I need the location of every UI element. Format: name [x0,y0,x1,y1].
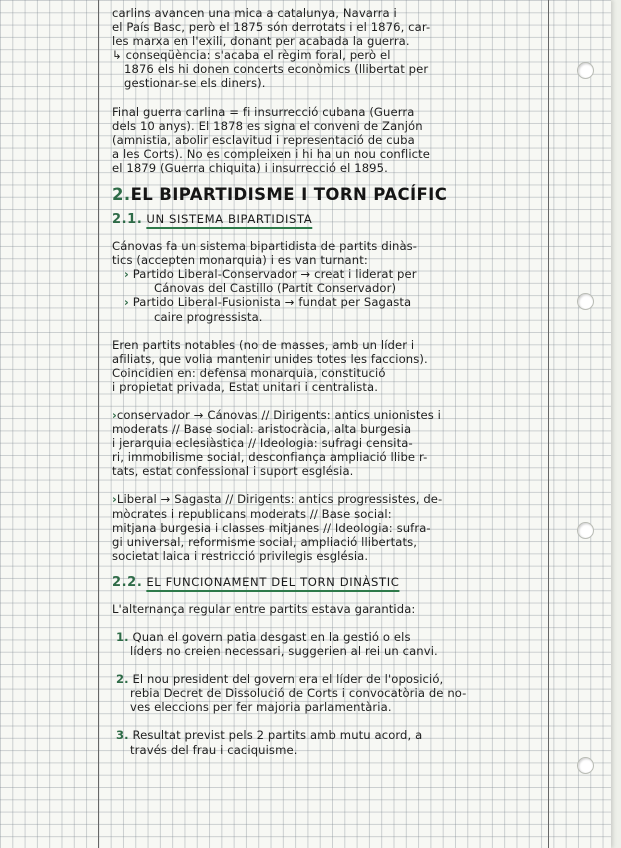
text-line: moderats // Base social: aristocràcia, alta burgesia [112,422,412,437]
numbered-item-continuation: través del frau i caciquisme. [130,742,298,757]
paragraph-cuba [112,105,542,175]
arrow-bullet: › [124,295,129,310]
item-number: 2. [116,672,129,687]
text-line: dels 10 anys). El 1878 es signa el conveni de Zanjón [112,118,423,133]
left-margin-line [98,0,99,848]
torn-intro: L'alternança regular entre partits estava garantida: [112,601,416,616]
section-title: EL BIPARTIDISME I TORN PACÍFIC [130,185,448,205]
text-line: ›Liberal → Sagasta // Dirigents: antics progressistes, de- [112,492,443,507]
party-list [112,267,542,323]
text-line: mòcrates i republicans moderats // Base social: [112,506,392,521]
paragraph-carlist-war [112,6,542,91]
text-line: Cánovas fa un sistema bipartidista de partits dinàs- [112,239,418,254]
text-line: gestionar-se els diners). [124,76,266,91]
text-line: ri, immobilisme social, desconfiança ampliació llibe r- [112,450,428,465]
text-line: gi universal, reformisme social, ampliació llibertats, [112,534,418,549]
text-line: tics (accepten monarquia) i es van turnant: [112,253,368,268]
subsection-heading-1 [112,212,542,227]
numbered-list [112,630,542,757]
text-line: carlins avancen una mica a catalunya, Navarra i [112,6,397,20]
text-line: i jerarquia eclesiàstica // Ideologia: sufragi censita- [112,436,413,451]
text-line: ›conservador → Cánovas // Dirigents: antics unionistes i [112,407,441,422]
text-line: Final guerra carlina = fi insurrecció cubana (Guerra [112,104,415,119]
numbered-item-continuation: ves eleccions per fer majoria parlamentària. [130,700,392,715]
text-line: ↳ conseqüència: s'acaba el règim foral, però el [112,48,391,63]
text-line: el País Basc, però el 1875 són derrotats i el 1876, car- [112,20,431,35]
punch-hole [577,62,594,79]
section-number: 2. [112,185,131,205]
text-line: Coincidien en: defensa monarquia, constitució [112,365,386,380]
list-item-continuation: caire progressista. [154,309,263,324]
bipartidisme-intro [112,239,542,267]
numbered-item: 3. Resultat previst pels 2 partits amb mutu acord, a [116,728,423,743]
section-heading [112,185,542,204]
text-line: mitjana burgesia i classes mitjanes // Ideologia: sufra- [112,520,431,535]
handwritten-notes [112,6,542,757]
right-margin-line [548,0,549,848]
numbered-item-continuation: rebia Decret de Dissolució de Corts i convocatòria de no- [130,686,467,701]
subsection-heading-2 [112,575,542,590]
arrow-bullet: › [124,267,129,282]
numbered-item: 1. Quan el govern patia desgast en la gestió o els [116,630,411,644]
subsection-title: EL FUNCIONAMENT DEL TORN DINÀSTIC [146,574,400,589]
subsection-title: UN SISTEMA BIPARTIDISTA [146,212,313,227]
list-item: › Partido Liberal-Conservador → creat i liderat per [124,267,417,282]
notables-paragraph [112,338,542,394]
text-line: (amnistia, abolir esclavitud i representació de cuba [112,132,415,147]
item-number: 3. [116,728,129,743]
subsection-number: 2.2. [112,574,143,590]
punch-hole [577,757,594,774]
arrow-bullet: › [112,492,117,507]
text-line: les marxa en l'exili, donant per acabada la guerra. [112,34,410,49]
conservador-paragraph [112,408,542,478]
subsection-number: 2.1. [112,212,143,228]
list-item-continuation: Cánovas del Castillo (Partit Conservador) [154,281,397,296]
numbered-item: 2. El nou president del govern era el líder de l'oposició, [116,672,444,687]
numbered-item-continuation: líders no creien necessari, suggerien al rei un canvi. [130,644,438,659]
text-line: Eren partits notables (no de masses, amb un líder i [112,337,415,352]
punch-hole [577,522,594,539]
text-line: a les Corts). No es compleixen i hi ha un nou conflicte [112,146,431,161]
list-item: › Partido Liberal-Fusionista → fundat per Sagasta [124,295,412,310]
text-line: afiliats, que volia mantenir unides totes les faccions). [112,351,428,366]
punch-hole [577,293,594,310]
text-line: tats, estat confessional i suport església. [112,464,354,479]
liberal-paragraph [112,492,542,562]
arrow-bullet: › [112,407,117,422]
text-line: i propietat privada, Estat unitari i centralista. [112,379,378,394]
text-line: societat laica i restricció privilegis església. [112,548,369,563]
item-number: 1. [116,630,129,644]
text-line: 1876 els hi donen concerts econòmics (llibertat per [124,62,429,77]
text-line: el 1879 (Guerra chiquita) i insurrecció el 1895. [112,160,388,175]
